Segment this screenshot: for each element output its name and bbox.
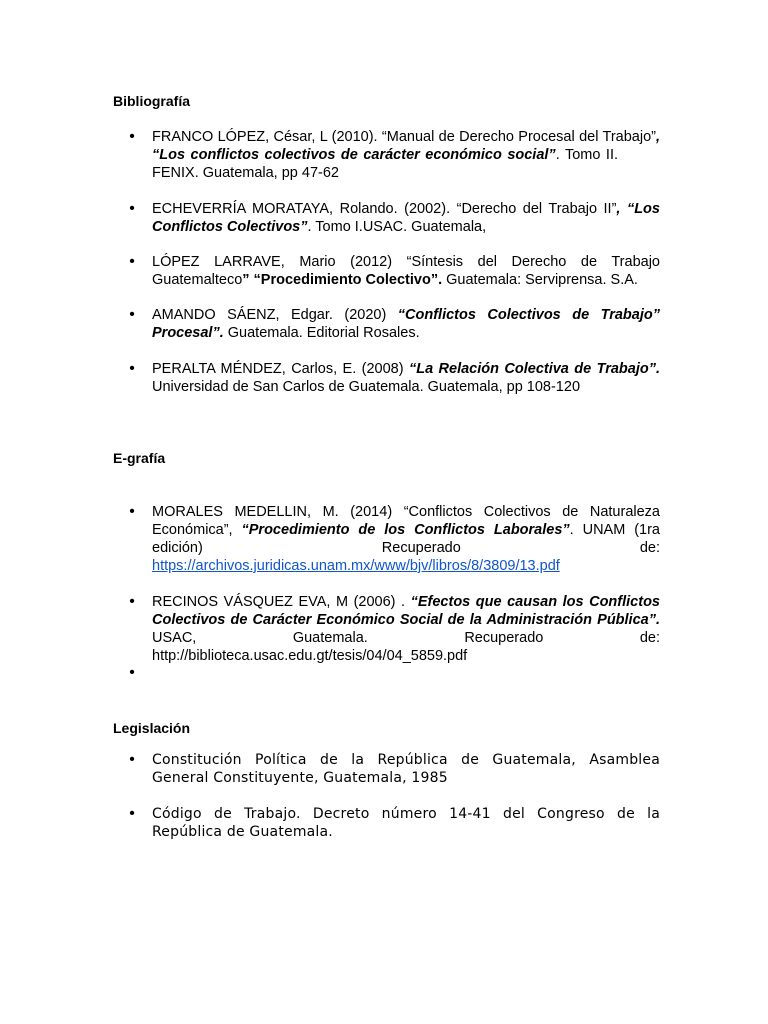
entry-text: . Tomo II. xyxy=(555,147,618,163)
entry-text: . UNAM (1ra edición) Recuperado de: xyxy=(152,522,660,556)
entry-title: ” “Procedimiento Colectivo”. xyxy=(242,272,443,288)
entry-title: “Efectos que causan los Conflictos Colectivos de Carácter Económico Social de la Administración Pública”. xyxy=(152,594,660,628)
bullet-icon: • xyxy=(129,306,135,323)
bibliografia-heading: Bibliografía xyxy=(113,93,191,109)
legislation-entry-constitucion: Constitución Política de la República de Guatemala, Asamblea General Constituyente, Guatemala, 1985 xyxy=(152,752,660,786)
entry-text: FRANCO LÓPEZ, César, L (2010). “Manual de Derecho Procesal del Trabajo” xyxy=(152,129,656,145)
entry-title: “Conflictos Colectivos de Trabajo” Procesal”. xyxy=(152,307,660,341)
egrafia-heading: E-grafía xyxy=(113,450,166,466)
bibliography-entry-lopez xyxy=(152,253,660,289)
bibliography-entry-franco xyxy=(152,128,660,182)
bibliography-entry-echeverria xyxy=(152,200,660,236)
bullet-icon: • xyxy=(129,200,135,217)
entry-text: MORALES MEDELLIN, M. (2014) “Conflictos Colectivos de Naturaleza Económica”, xyxy=(152,504,660,538)
entry-text: Guatemala. Editorial Rosales. xyxy=(223,325,420,341)
egrafia-entry-morales xyxy=(152,503,660,575)
legislacion-heading: Legislación xyxy=(113,720,191,736)
entry-text: FENIX. Guatemala, pp 47-62 xyxy=(152,165,339,181)
unam-link[interactable]: https://archivos.juridicas.unam.mx/www/bjv/libros/8/3809/13.pdf xyxy=(152,558,560,574)
entry-text: USAC, Guatemala. Recuperado de: http://biblioteca.usac.edu.gt/tesis/04/04_5859.pdf xyxy=(152,630,660,664)
bibliography-entry-amando xyxy=(152,306,660,342)
bullet-icon: • xyxy=(129,360,135,377)
entry-text: AMANDO SÁENZ, Edgar. (2020) xyxy=(152,307,398,323)
entry-text: PERALTA MÉNDEZ, Carlos, E. (2008) xyxy=(152,361,409,377)
entry-title: , “Los conflictos colectivos de carácter económico social” xyxy=(152,129,660,163)
bullet-icon: • xyxy=(129,503,135,520)
bullet-icon: • xyxy=(129,593,135,610)
entry-text: LÓPEZ LARRAVE, Mario (2012) “Síntesis del Derecho de Trabajo Guatemalteco xyxy=(152,254,660,288)
entry-text: . Tomo I.USAC. Guatemala, xyxy=(307,219,487,235)
bullet-icon: • xyxy=(129,128,135,145)
bullet-icon: • xyxy=(129,253,135,270)
bullet-icon: • xyxy=(129,751,135,768)
entry-text: ECHEVERRÍA MORATAYA, Rolando. (2002). “Derecho del Trabajo II” xyxy=(152,201,617,217)
legislation-entry-codigo: Código de Trabajo. Decreto número 14-41 del Congreso de la República de Guatemala. xyxy=(152,806,660,840)
entry-title: , “Los Conflictos Colectivos” xyxy=(152,201,660,235)
bullet-icon: • xyxy=(129,805,135,822)
entry-text: Universidad de San Carlos de Guatemala. Guatemala, pp 108-120 xyxy=(152,379,581,395)
entry-title: “La Relación Colectiva de Trabajo”. xyxy=(408,361,660,377)
empty-bullet-icon: • xyxy=(129,664,135,681)
entry-text: RECINOS VÁSQUEZ EVA, M (2006) . xyxy=(152,594,411,610)
egrafia-entry-recinos xyxy=(152,593,660,665)
entry-text: Guatemala: Serviprensa. S.A. xyxy=(442,272,638,288)
bibliography-entry-peralta xyxy=(152,360,660,396)
entry-title: “Procedimiento de los Conflictos Laborales” xyxy=(241,522,570,538)
